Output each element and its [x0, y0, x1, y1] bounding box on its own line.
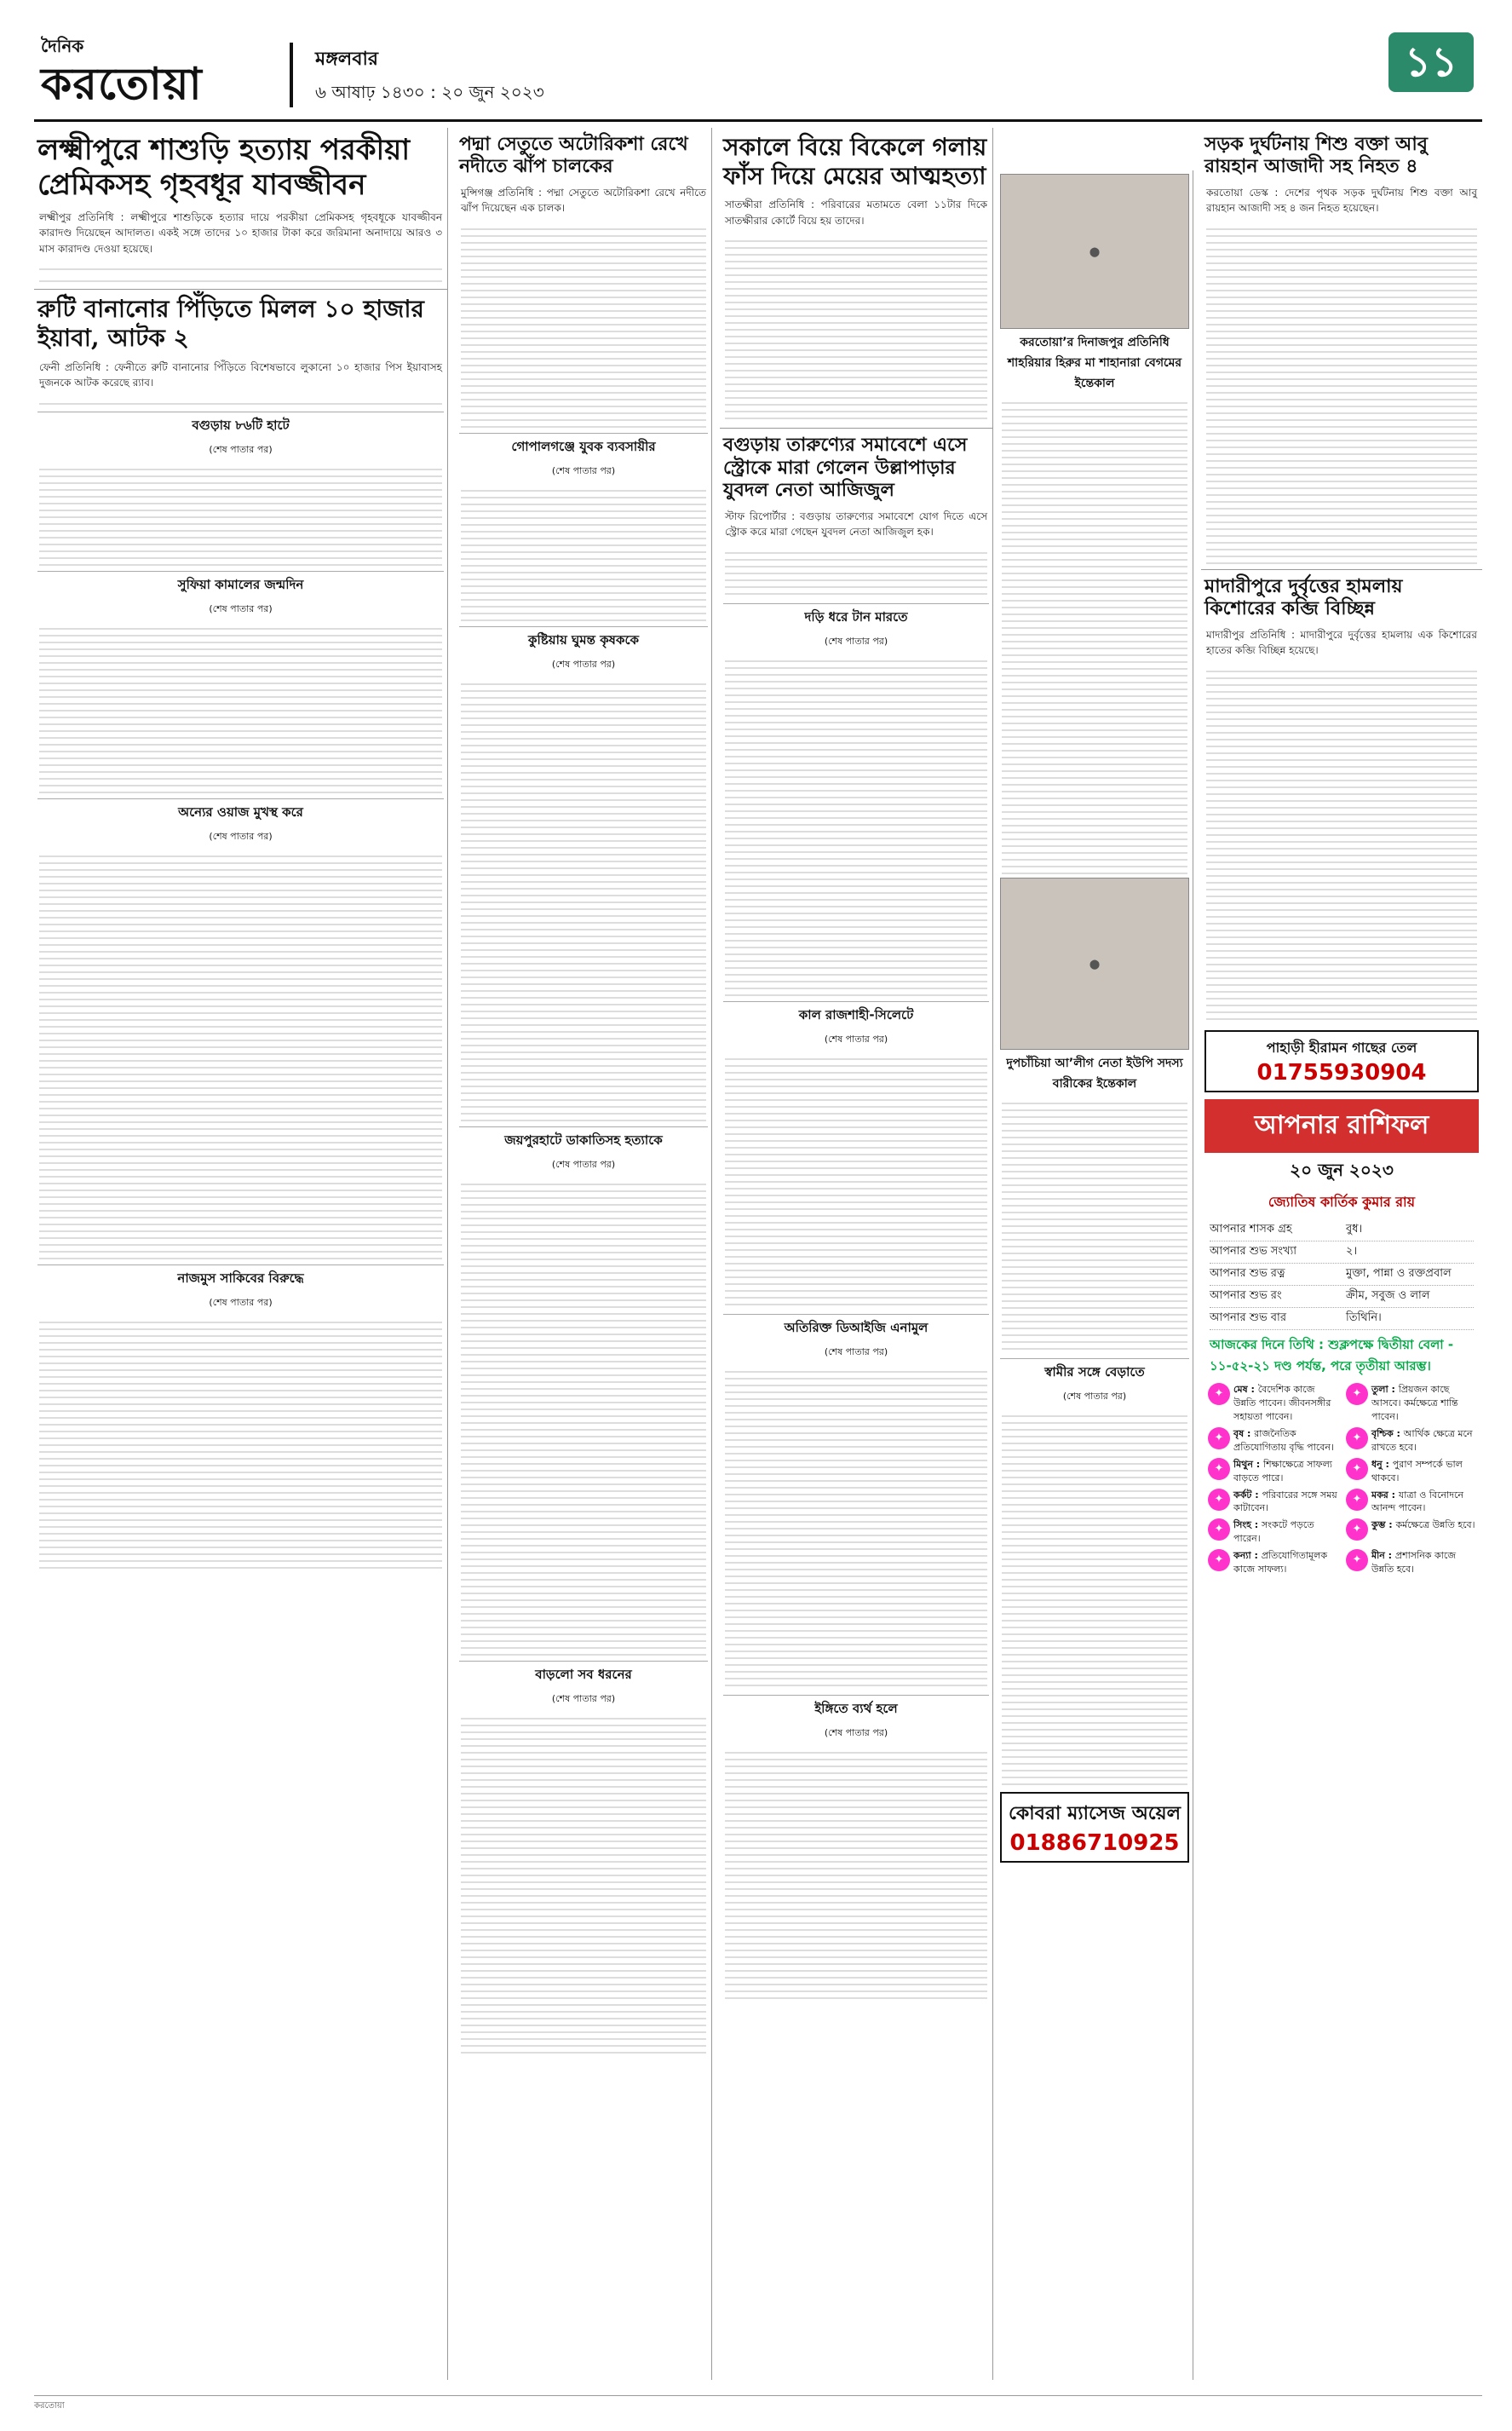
horoscope-entry — [1208, 1489, 1337, 1516]
zodiac-icon: ✦ — [1208, 1383, 1230, 1405]
article-lead: সাতক্ষীরা প্রতিনিধি : পরিবারের মতামতে বেলা ১১টার দিকে সাতক্ষীরার কোর্টে বিয়ে হয় তাদের। — [725, 199, 987, 227]
photo-caption: দুপচাঁচিয়া আ’লীগ নেতা ইউপি সদস্য বারীকের ইন্তেকাল — [1006, 1057, 1183, 1091]
horoscope-text — [1233, 1518, 1337, 1546]
horoscope-text — [1371, 1427, 1475, 1455]
text-lines — [39, 464, 442, 566]
headline: মাদারীপুরে দুর্বৃত্তের হামলায় কিশোরের কব্জি বিচ্ছিন্ন — [1204, 574, 1403, 620]
continued-note: (শেষ পাতার পর) — [824, 635, 888, 647]
zodiac-sign: সিংহ : — [1233, 1519, 1262, 1531]
text-lines — [461, 223, 706, 428]
horoscope-body: সংকটে পড়তে পারেন। — [1233, 1519, 1314, 1545]
horoscope-text — [1371, 1383, 1475, 1424]
zodiac-sign: মেষ : — [1233, 1383, 1258, 1395]
horoscope-text — [1233, 1427, 1337, 1455]
text-lines — [725, 235, 987, 423]
horoscope-text — [1371, 1518, 1475, 1546]
article-lead: করতোয়া ডেস্ক : দেশের পৃথক সড়ক দুর্ঘটনায় শিশু বক্তা আবু রায়হান আজাদী সহ ৪ জন নিহত হয়েছেন। — [1206, 186, 1477, 215]
horoscope-body: কর্মক্ষেত্রে উন্নতি হবে। — [1395, 1519, 1475, 1531]
lucky-row — [1210, 1241, 1474, 1264]
subhead: গোপালগঞ্জে যুবক ব্যবসায়ীর — [459, 433, 708, 458]
divider — [1201, 569, 1482, 570]
horoscope-entry — [1346, 1549, 1475, 1576]
horoscope-body: প্রতিযোগিতামূলক কাজে সাফল্য। — [1233, 1550, 1328, 1576]
zodiac-sign: বৃশ্চিক : — [1371, 1427, 1404, 1439]
subhead: কাল রাজশাহী-সিলেটে — [723, 1001, 989, 1027]
text-lines — [1206, 665, 1477, 1023]
horoscope-text — [1233, 1383, 1337, 1424]
column-a — [34, 128, 448, 2380]
horoscope-body: পুরাণ সম্পর্কে ভাল থাকবে। — [1371, 1458, 1463, 1483]
ad-phone: 01886710925 — [1009, 1830, 1180, 1856]
ad-title: পাহাড়ী হীরামন গাছের তেল — [1266, 1039, 1417, 1056]
text-lines — [39, 398, 442, 406]
continued-note: (শেষ পাতার পর) — [551, 1692, 616, 1704]
divider — [720, 428, 992, 429]
text-lines — [39, 850, 442, 1259]
continued-note: (শেষ পাতার পর) — [824, 1726, 888, 1738]
article-lead: মুন্সিগঞ্জ প্রতিনিধি : পদ্মা সেতুতে অটোরিকশা রেখে নদীতে ঝাঁপ দিয়েছেন এক চালক। — [461, 186, 706, 215]
lucky-value: তিথিনি। — [1346, 1311, 1382, 1324]
zodiac-sign: তুলা : — [1371, 1383, 1399, 1395]
text-lines — [1002, 1410, 1187, 1785]
text-lines — [725, 1747, 987, 2002]
horoscope-body: আর্থিক ক্ষেত্রে মনে রাখতে হবে। — [1371, 1427, 1473, 1453]
subhead: কুষ্টিয়ায় ঘুমন্ত কৃষককে — [459, 626, 708, 652]
headline: লক্ষ্মীপুরে শাশুড়ি হত্যায় পরকীয়া প্রেমিকসহ গৃহবধূর যাবজ্জীবন — [37, 133, 411, 202]
continued-note: (শেষ পাতার পর) — [824, 1345, 888, 1357]
lucky-key: আপনার শুভ সংখ্যা — [1210, 1244, 1297, 1258]
zodiac-icon: ✦ — [1346, 1427, 1368, 1449]
logo-small: দৈনিক — [41, 36, 84, 56]
zodiac-sign: মীন : — [1371, 1550, 1395, 1562]
subhead: সুফিয়া কামালের জন্মদিন — [37, 571, 444, 596]
continued-note: (শেষ পাতার পর) — [209, 443, 273, 455]
continued-note: (শেষ পাতার পর) — [551, 464, 616, 476]
horoscope-text — [1371, 1458, 1475, 1485]
zodiac-icon: ✦ — [1346, 1489, 1368, 1511]
continued-note: (শেষ পাতার পর) — [209, 830, 273, 842]
text-lines — [461, 678, 706, 1121]
headline: বগুড়ায় তারুণ্যের সমাবেশে এসে স্ট্রোকে মারা গেলেন উল্লাপাড়ার যুবদল নেতা আজিজুল — [723, 434, 968, 502]
continued-note: (শেষ পাতার পর) — [209, 1296, 273, 1308]
today-tithi: আজকের দিনে তিথি : শুক্লপক্ষে দ্বিতীয়া বেলা - ১১-৫২-২১ দণ্ড পর্যন্ত, পরে তৃতীয়া আরম্ভ। — [1210, 1336, 1454, 1374]
headline: পদ্মা সেতুতে অটোরিকশা রেখে নদীতে ঝাঁপ চালকের — [459, 133, 688, 178]
subhead: নাজমুস সাকিবের বিরুদ্ধে — [37, 1264, 444, 1290]
continued-note: (শেষ পাতার পর) — [551, 658, 616, 670]
portrait-photo: ⬤ — [1000, 174, 1189, 329]
photo-caption: করতোয়া’র দিনাজপুর প্রতিনিধি শাহরিয়ার হিরুর মা শাহানারা বেগমের ইন্তেকাল — [1007, 336, 1182, 390]
horoscope-header: আপনার রাশিফল — [1204, 1099, 1479, 1153]
horoscope-entry — [1346, 1383, 1475, 1424]
lucky-row — [1210, 1286, 1474, 1308]
zodiac-sign: কন্যা : — [1233, 1550, 1262, 1562]
zodiac-sign: ধনু : — [1371, 1458, 1393, 1470]
text-lines — [39, 263, 442, 272]
horoscope-body: রাজনৈতিক প্রতিযোগিতায় বৃদ্ধি পাবেন। — [1233, 1427, 1334, 1453]
date: ৬ আষাঢ় ১৪৩০ : ২০ জুন ২০২৩ — [315, 82, 544, 102]
portrait-photo: ⬤ — [1000, 878, 1189, 1050]
subhead: দড়ি ধরে টান মারতে — [723, 603, 989, 629]
column-d — [1201, 128, 1482, 2380]
ad-title: কোবরা ম্যাসেজ অয়েল — [1008, 1803, 1181, 1824]
text-lines — [1002, 1097, 1187, 1353]
lucky-row — [1210, 1219, 1474, 1241]
horoscope-entry — [1346, 1427, 1475, 1455]
column-c2 — [997, 170, 1193, 2380]
text-lines — [1002, 397, 1187, 874]
zodiac-icon: ✦ — [1346, 1549, 1368, 1571]
horoscope-text — [1371, 1549, 1475, 1576]
headline: সড়ক দুর্ঘটনায় শিশু বক্তা আবু রায়হান আজাদী সহ নিহত ৪ — [1204, 133, 1429, 178]
zodiac-sign: মিথুন : — [1233, 1458, 1264, 1470]
horoscope-text — [1233, 1489, 1337, 1516]
horoscope-grid — [1208, 1383, 1475, 1576]
divider — [34, 289, 447, 290]
zodiac-icon: ✦ — [1208, 1458, 1230, 1480]
ad-phone: 01755930904 — [1256, 1059, 1427, 1086]
text-lines — [725, 1366, 987, 1690]
lucky-value: ২। — [1346, 1244, 1358, 1258]
subhead: অন্যের ওয়াজ মুখস্থ করে — [37, 798, 444, 824]
advertisement — [1000, 1792, 1189, 1863]
text-lines — [725, 547, 987, 598]
horoscope-text — [1233, 1549, 1337, 1576]
horoscope-entry — [1208, 1518, 1337, 1546]
footer: করতোয়া — [34, 2395, 1482, 2414]
lucky-key: আপনার শাসক গ্রহ — [1210, 1222, 1292, 1236]
zodiac-icon: ✦ — [1208, 1518, 1230, 1541]
zodiac-icon: ✦ — [1346, 1458, 1368, 1480]
zodiac-sign: কর্কট : — [1233, 1489, 1262, 1501]
masthead-divider — [290, 43, 293, 107]
continued-note: (শেষ পাতার পর) — [1062, 1391, 1127, 1402]
lucky-value: ক্রীম, সবুজ ও লাল — [1346, 1288, 1430, 1302]
subhead: জয়পুরহাটে ডাকাতিসহ হত্যাকে — [459, 1126, 708, 1152]
column-c — [720, 128, 993, 2380]
logo: করতোয়া — [41, 59, 203, 110]
zodiac-icon: ✦ — [1346, 1383, 1368, 1405]
text-lines — [725, 655, 987, 996]
column-b — [456, 128, 712, 2380]
lucky-list — [1210, 1219, 1474, 1330]
horoscope-entry — [1208, 1458, 1337, 1485]
article-lead: মাদারীপুর প্রতিনিধি : মাদারীপুরে দুর্বৃত্তের হামলায় এক কিশোরের হাতের কব্জি বিচ্ছিন্ন হয়েছে। — [1206, 628, 1477, 657]
masthead — [34, 26, 1482, 122]
zodiac-sign: মকর : — [1371, 1489, 1399, 1501]
zodiac-icon: ✦ — [1346, 1518, 1368, 1541]
horoscope-entry — [1346, 1489, 1475, 1516]
text-lines — [39, 275, 442, 284]
text-lines — [461, 1178, 706, 1656]
text-lines — [725, 1053, 987, 1309]
lucky-value: বুধ। — [1346, 1222, 1363, 1236]
horoscope-entry — [1208, 1549, 1337, 1576]
text-lines — [1206, 223, 1477, 564]
zodiac-sign: বৃষ : — [1233, 1427, 1255, 1439]
headline: রুটি বানানোর পিঁড়িতে মিলল ১০ হাজার ইয়াবা, আটক ২ — [37, 295, 424, 352]
horoscope-entry — [1346, 1518, 1475, 1546]
horoscope-date: ২০ জুন ২০২৩ — [1290, 1159, 1394, 1180]
zodiac-icon: ✦ — [1208, 1427, 1230, 1449]
page-number: ১১ — [1388, 32, 1474, 92]
continued-note: (শেষ পাতার পর) — [551, 1158, 616, 1170]
zodiac-icon: ✦ — [1208, 1549, 1230, 1571]
continued-note: (শেষ পাতার পর) — [824, 1033, 888, 1045]
horoscope-body: পরিবারের সঙ্গে সময় কাটাবেন। — [1233, 1489, 1337, 1514]
subhead: বগুড়ায় ৮৬টি হাটে — [37, 412, 444, 437]
text-lines — [461, 485, 706, 621]
headline: সকালে বিয়ে বিকেলে গলায় ফাঁস দিয়ে মেয়ের আত্মহত্যা — [723, 133, 987, 190]
text-lines — [39, 623, 442, 793]
horoscope-body: প্রশাসনিক কাজে উন্নতি হবে। — [1371, 1550, 1457, 1576]
lucky-value: মুক্তা, পান্না ও রক্তপ্রবাল — [1346, 1266, 1452, 1280]
horoscope-author: জ্যোতিষ কার্তিক কুমার রায় — [1268, 1193, 1416, 1210]
horoscope-body: বৈদেশিক কাজে উন্নতি পাবেন। জীবনসঙ্গীর সহায়তা পাবেন। — [1233, 1383, 1331, 1422]
lucky-row — [1210, 1308, 1474, 1330]
article-lead: ফেনী প্রতিনিধি : ফেনীতে রুটি বানানোর পিঁড়িতে বিশেষভাবে লুকানো ১০ হাজার পিস ইয়াবাসহ দুজনকে আটক করেছে র‍্যাব। — [39, 360, 442, 389]
article-lead: লক্ষ্মীপুর প্রতিনিধি : লক্ষ্মীপুরে শাশুড়িকে হত্যার দায়ে পরকীয়া প্রেমিকসহ গৃহবধূকে যাবজ্জীবন কারাদণ্ড দিয়েছেন আদালত। একই সঙ্গে তাদের ১০ হাজার টাকা করে জরিমানা অনাদায়ে আরও ৩ মাস কারাদণ্ড দেওয়া হয়েছে। — [39, 210, 442, 255]
horoscope-body: শিক্ষাক্ষেত্রে সাফল্য বাড়তে পারে। — [1233, 1458, 1332, 1483]
horoscope-entry — [1208, 1427, 1337, 1455]
horoscope-body: প্রিয়জন কাছে আসবে। কর্মক্ষেত্রে শান্তি পাবেন। — [1371, 1383, 1458, 1422]
text-lines — [39, 1316, 442, 1572]
lucky-row — [1210, 1264, 1474, 1286]
day: মঙ্গলবার — [315, 49, 378, 70]
horoscope-text — [1371, 1489, 1475, 1516]
advertisement — [1204, 1030, 1479, 1092]
subhead: বাড়লো সব ধরনের — [459, 1661, 708, 1686]
subhead: স্বামীর সঙ্গে বেড়াতে — [1000, 1358, 1189, 1384]
zodiac-sign: কুম্ভ : — [1371, 1519, 1396, 1531]
horoscope-entry — [1208, 1383, 1337, 1424]
subhead: ইঙ্গিতে ব্যর্থ হলে — [723, 1695, 989, 1720]
text-lines — [461, 1713, 706, 2054]
lucky-key: আপনার শুভ রং — [1210, 1288, 1282, 1302]
lucky-key: আপনার শুভ বার — [1210, 1311, 1286, 1324]
subhead: অতিরিক্ত ডিআইজি এনামুল — [723, 1314, 989, 1339]
continued-note: (শেষ পাতার পর) — [209, 602, 273, 614]
horoscope-text — [1233, 1458, 1337, 1485]
horoscope-entry — [1346, 1458, 1475, 1485]
horoscope-body: যাত্রা ও বিনোদনে আনন্দ পাবেন। — [1371, 1489, 1464, 1514]
zodiac-icon: ✦ — [1208, 1489, 1230, 1511]
lucky-key: আপনার শুভ রত্ন — [1210, 1266, 1285, 1280]
article-lead: স্টাফ রিপোর্টার : বগুড়ায় তারুণ্যের সমাবেশে যোগ দিতে এসে স্ট্রোক করে মারা গেছেন যুবদল নেতা আজিজুল হক। — [725, 510, 987, 539]
